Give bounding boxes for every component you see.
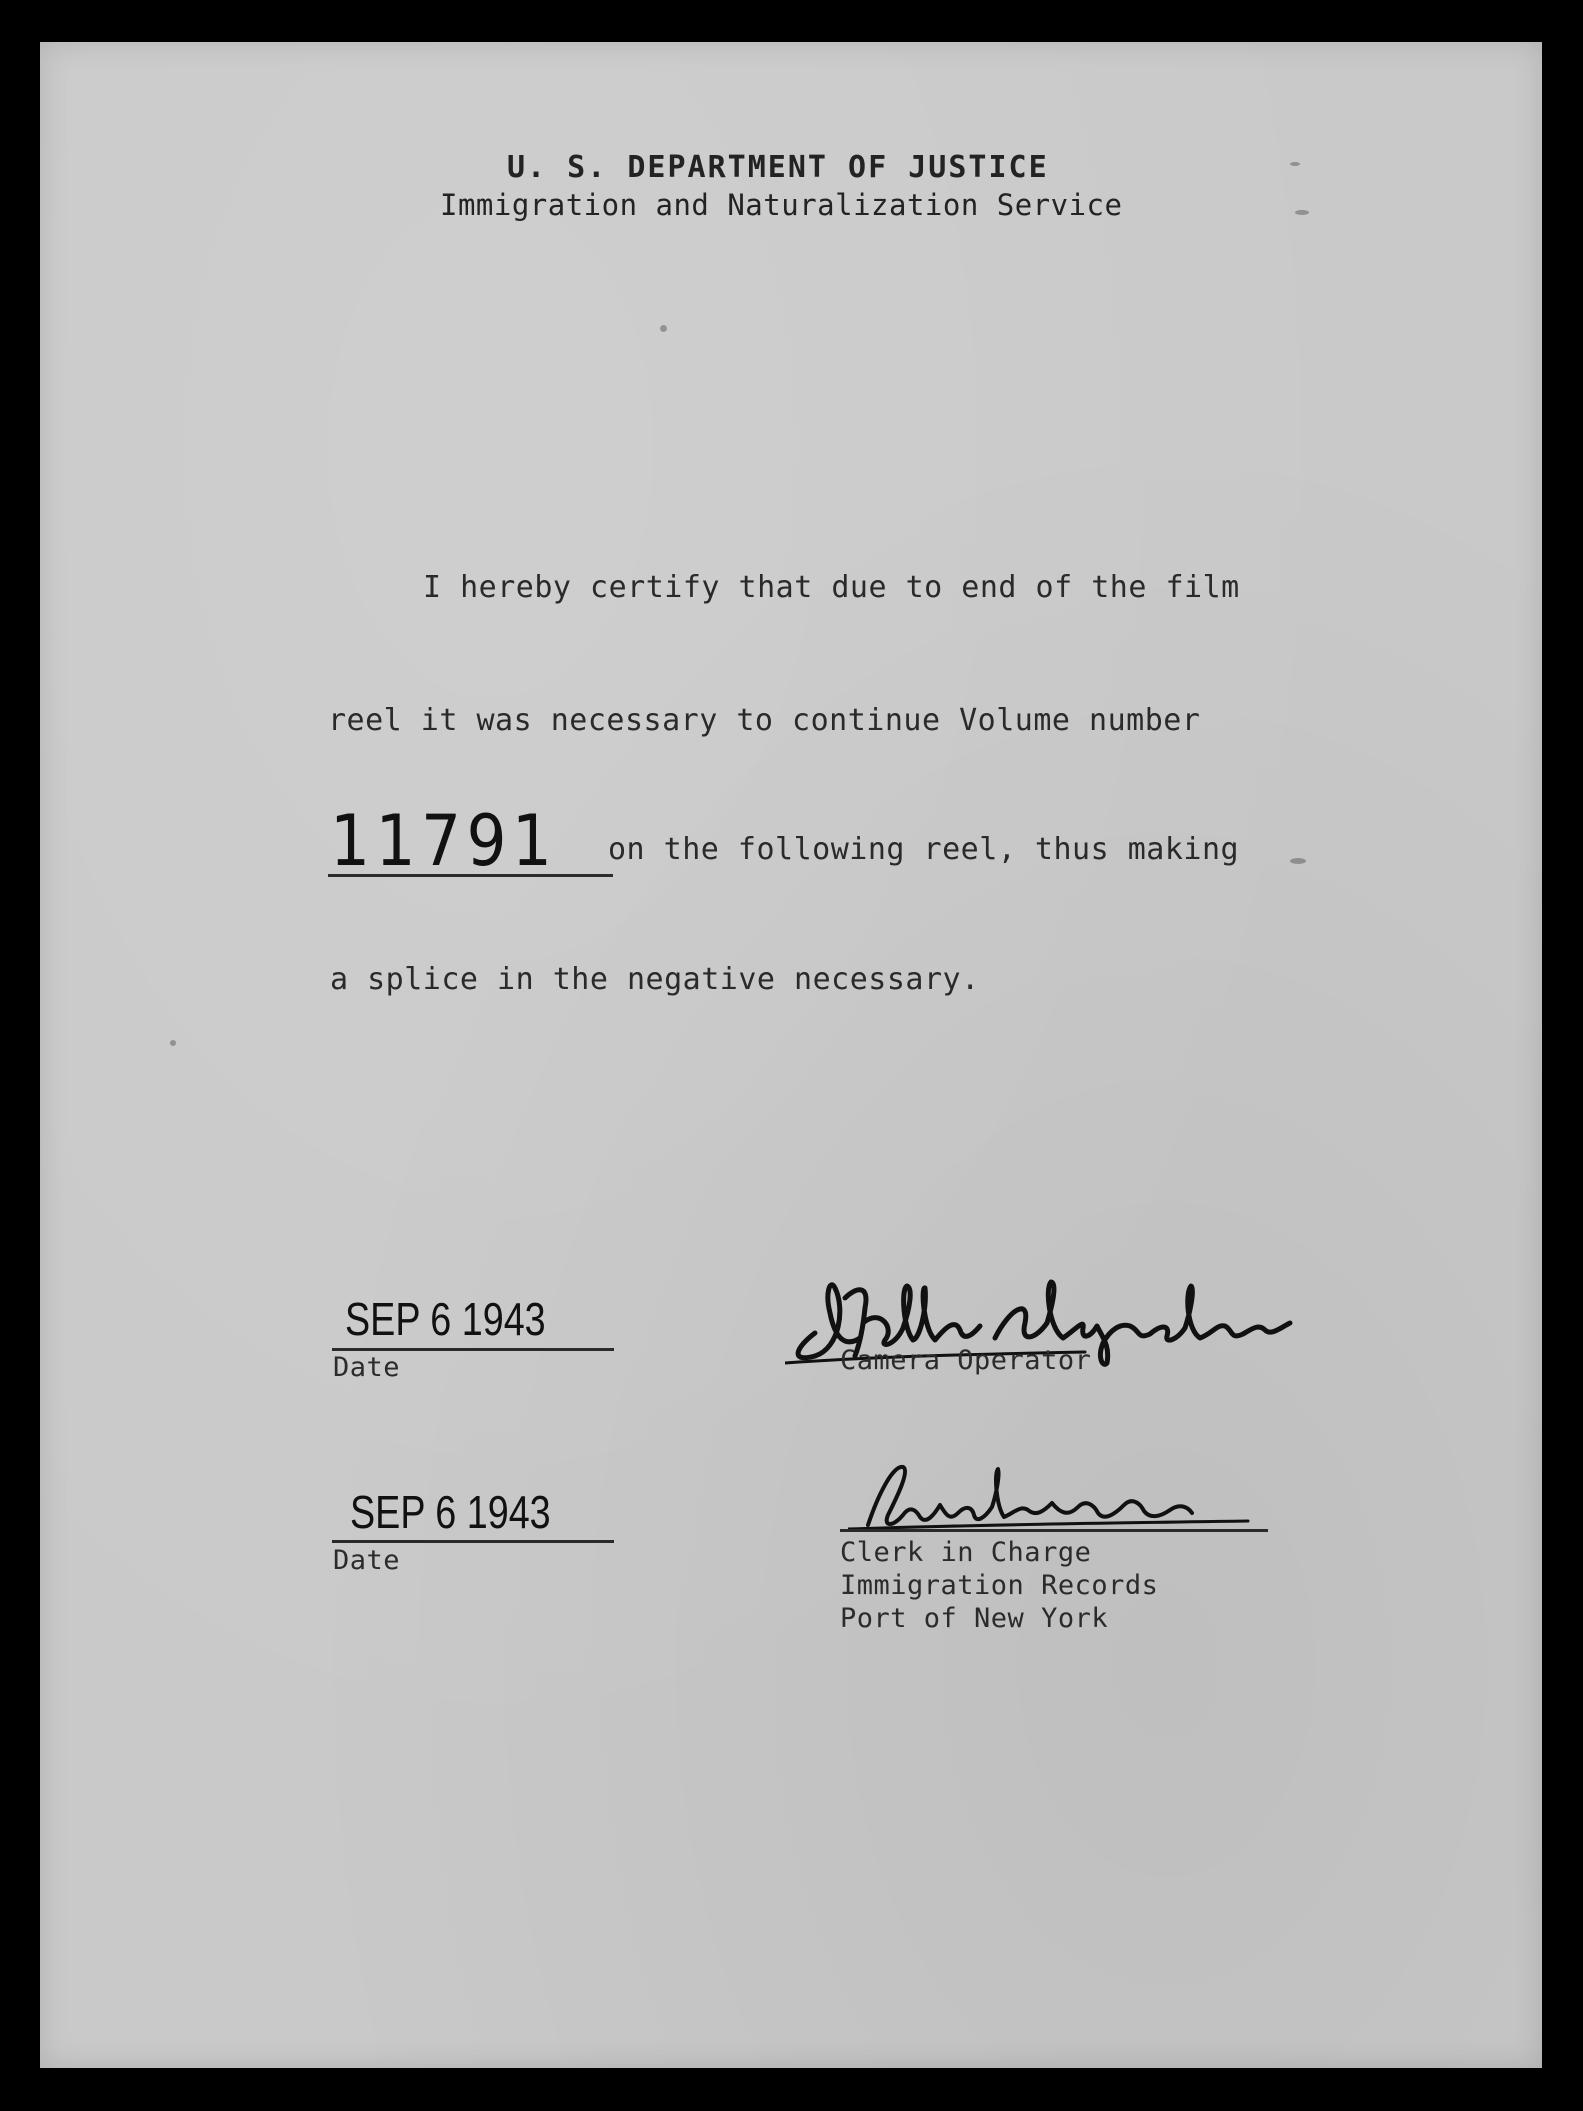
clerk-signature: [848, 1455, 1268, 1535]
scan-speck: [1290, 858, 1306, 864]
scan-speck: [1295, 210, 1309, 215]
certificate-line-3: on the following reel, thus making: [608, 832, 1240, 867]
service-subheading: Immigration and Naturalization Service: [440, 188, 1123, 222]
scan-speck: [1290, 162, 1300, 166]
date-line-clerk: [332, 1540, 614, 1543]
date-stamp-clerk: SEP 6 1943: [350, 1486, 551, 1538]
scan-speck: [170, 1040, 176, 1046]
certificate-line-1: I hereby certify that due to end of the film: [423, 570, 1240, 605]
clerk-signature-line: [840, 1529, 1268, 1532]
clerk-role-line-1: Clerk in Charge: [840, 1537, 1092, 1568]
date-stamp-camera: SEP 6 1943: [345, 1293, 546, 1345]
document-page: [40, 42, 1542, 2068]
date-line-camera: [332, 1348, 614, 1351]
clerk-role-line-2: Immigration Records: [840, 1570, 1159, 1601]
scan-speck: [660, 325, 667, 332]
certificate-line-4: a splice in the negative necessary.: [330, 962, 980, 997]
date-label-clerk: Date: [333, 1545, 401, 1576]
certificate-line-2: reel it was necessary to continue Volume number: [328, 703, 1201, 738]
agency-heading: U. S. DEPARTMENT OF JUSTICE: [507, 150, 1049, 185]
volume-number-handwritten: 11791: [330, 800, 558, 882]
volume-number-underline: [328, 874, 613, 877]
clerk-role-line-3: Port of New York: [840, 1603, 1109, 1634]
date-label-camera: Date: [333, 1352, 401, 1383]
camera-operator-label: Camera Operator: [840, 1345, 1092, 1376]
